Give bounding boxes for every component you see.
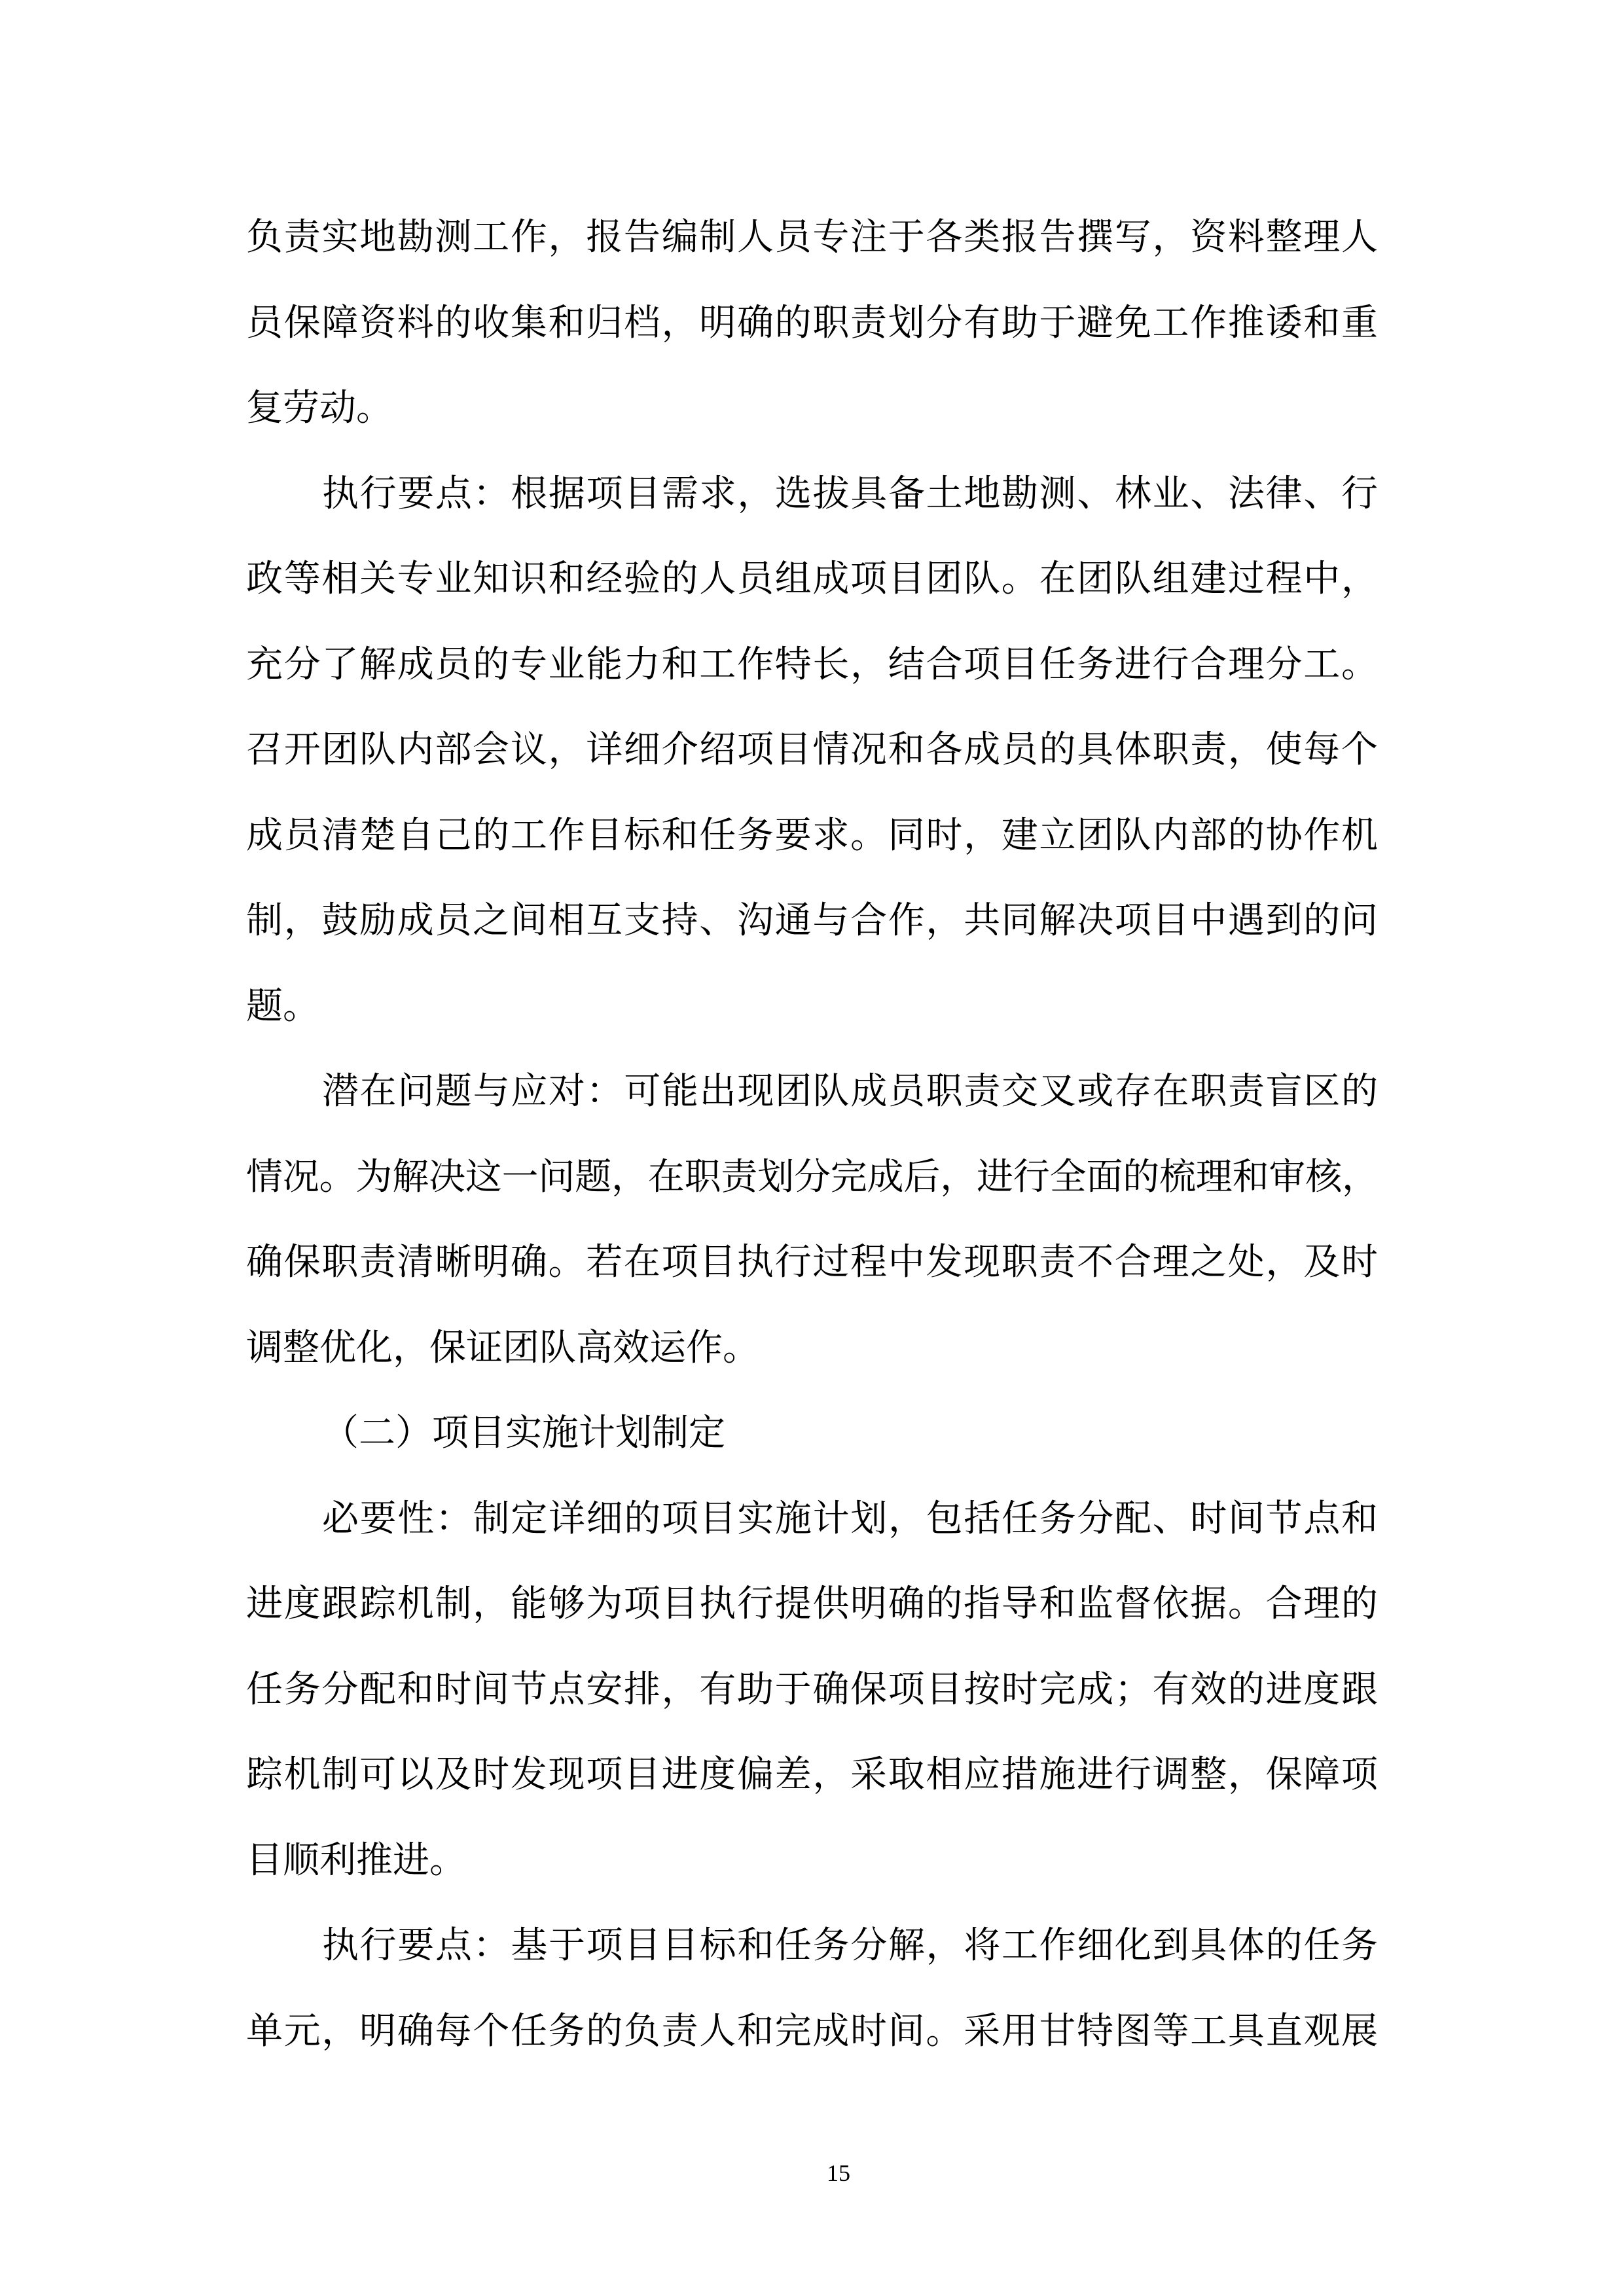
text-line: 情况。为解决这一问题，在职责划分完成后，进行全面的梳理和审核， — [246, 1157, 1378, 1198]
paragraph-role-division-continued — [246, 195, 1378, 452]
text-line: 踪机制可以及时发现项目进度偏差，采取相应措施进行调整，保障项 — [246, 1755, 1378, 1795]
text-line: 执行要点：基于项目目标和任务分解，将工作细化到具体的任务 — [322, 1926, 1378, 1966]
text-line: 必要性：制定详细的项目实施计划，包括任务分配、时间节点和 — [322, 1498, 1378, 1539]
text-line: 潜在问题与应对：可能出现团队成员职责交叉或存在职责盲区的 — [322, 1071, 1378, 1112]
paragraph-team-execution-points — [246, 452, 1378, 1050]
text-line: 题。 — [246, 986, 319, 1027]
text-line: 复劳动。 — [246, 388, 393, 429]
text-line: 负责实地勘测工作，报告编制人员专注于各类报告撰写，资料整理人 — [246, 217, 1378, 258]
text-line: 执行要点：根据项目需求，选拔具备土地勘测、林业、法律、行 — [322, 473, 1378, 514]
paragraph-plan-execution-points — [246, 1903, 1378, 2074]
text-line: 充分了解成员的专业能力和工作特长，结合项目任务进行合理分工。 — [246, 644, 1378, 685]
text-line: 员保障资料的收集和归档，明确的职责划分有助于避免工作推诿和重 — [246, 302, 1378, 344]
paragraph-potential-issues — [246, 1049, 1378, 1391]
text-line: 进度跟踪机制，能够为项目执行提供明确的指导和监督依据。合理的 — [246, 1584, 1378, 1624]
text-line: 调整优化，保证团队高效运作。 — [246, 1327, 759, 1369]
text-line: 单元，明确每个任务的负责人和完成时间。采用甘特图等工具直观展 — [246, 2011, 1378, 2052]
page-number: 15 — [827, 2160, 850, 2186]
section-heading: （二）项目实施计划制定 — [322, 1413, 725, 1454]
text-line: 召开团队内部会议，详细介绍项目情况和各成员的具体职责，使每个 — [246, 730, 1378, 770]
paragraph-necessity — [246, 1477, 1378, 1904]
text-line: 目顺利推进。 — [246, 1840, 466, 1881]
text-line: 制，鼓励成员之间相互支持、沟通与合作，共同解决项目中遇到的问 — [246, 901, 1378, 941]
text-line: 确保职责清晰明确。若在项目执行过程中发现职责不合理之处，及时 — [246, 1242, 1378, 1283]
text-line: 成员清楚自己的工作目标和任务要求。同时，建立团队内部的协作机 — [246, 815, 1378, 856]
text-line: 政等相关专业知识和经验的人员组成项目团队。在团队组建过程中， — [246, 559, 1378, 600]
document-body — [246, 195, 1378, 2074]
text-line: 任务分配和时间节点安排，有助于确保项目按时完成；有效的进度跟 — [246, 1669, 1378, 1710]
